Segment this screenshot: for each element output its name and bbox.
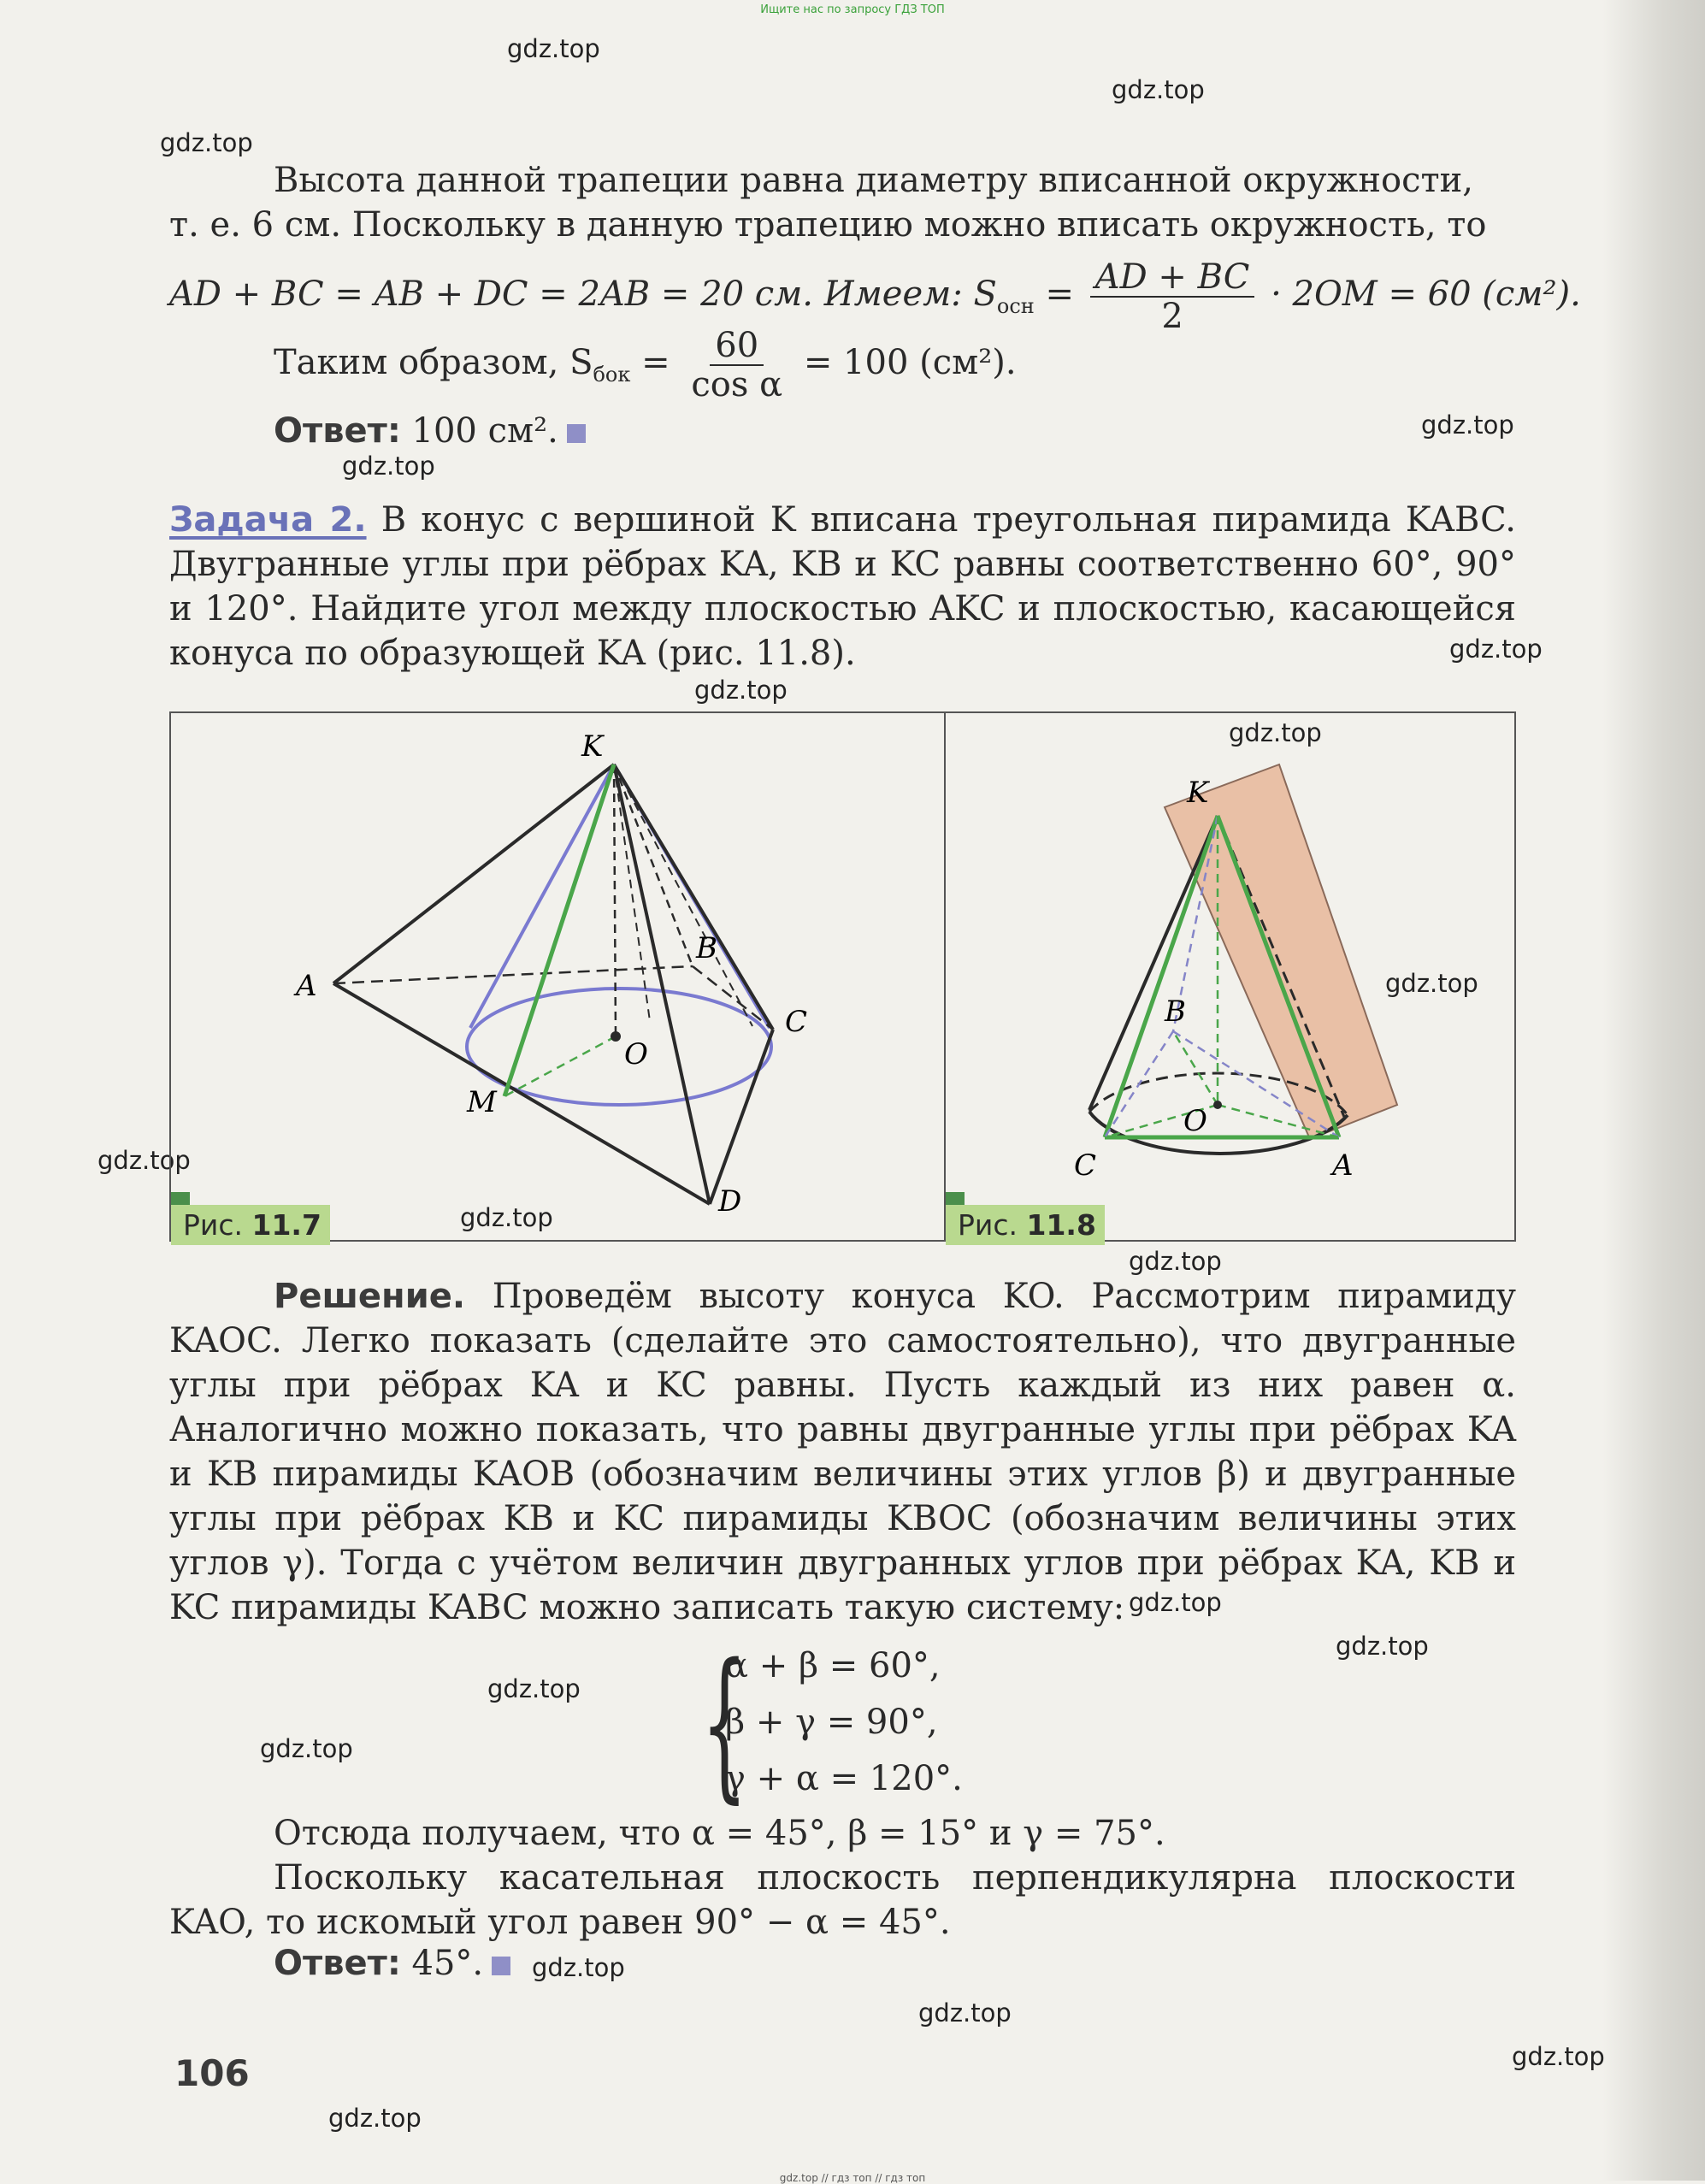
task2-text: В конус с вершиной K вписана треугольная пирамида KABC. Двугранные углы при рёбрах KA, KB и KC равны соответственно 60°, 90° и 120°. Найдите угол между плоскостью AKC и плоскостью, касающейся конуса по образующей KA (рис. 11.8). — [169, 500, 1516, 673]
solution2-conclusion: Поскольку касательная плоскость перпендикулярна плоскости KAO, то искомый угол равен 90° − α = 45°. — [169, 1858, 1516, 1942]
figures-panel — [169, 711, 1516, 1242]
fraction-60-cos: $\frac{60}{\text{cos α}}$ — [691, 326, 783, 404]
watermark: gdz.top — [918, 1998, 1012, 2028]
label-A: A — [1332, 1148, 1354, 1183]
watermark: gdz.top — [460, 1203, 553, 1232]
watermark: gdz.top — [1421, 410, 1514, 440]
figure-11-8 — [946, 713, 1514, 1240]
equation-3: γ + α = 120°. — [725, 1759, 963, 1798]
point-O — [611, 1031, 621, 1042]
task2-statement — [169, 498, 1516, 676]
answer1 — [274, 409, 958, 453]
solution1-line1: Высота данной трапеции равна диаметру вписанной окружности, — [274, 161, 1473, 200]
watermark: gdz.top — [1336, 1632, 1429, 1661]
edge-CD — [710, 1030, 773, 1204]
caption-fig-11-7: Рис. 11.7 — [171, 1205, 330, 1245]
solution1-line3: AD + BC = AB + DC = 2AB = 20 см. Имеем: $S_{осн}$ = $\frac{AD + BC}{2}$ · 2OM = 60 (см²). — [169, 257, 1581, 336]
label-K: K — [581, 729, 604, 764]
solution2-result: Отсюда получаем, что α = 45°, β = 15° и γ = 75°. — [274, 1814, 1165, 1853]
label-O: O — [624, 1037, 648, 1071]
watermark: gdz.top — [1112, 75, 1205, 104]
task2-title: Задача 2. — [169, 500, 367, 540]
label-M: M — [467, 1085, 497, 1119]
watermark: gdz.top — [1129, 1588, 1222, 1617]
label-O: O — [1183, 1104, 1207, 1138]
answer2 — [274, 1941, 958, 1986]
label-A: A — [296, 969, 317, 1003]
equation-system — [701, 1629, 963, 1818]
watermark: gdz.top — [160, 128, 253, 157]
edge-AD — [333, 983, 710, 1204]
figure-11-7 — [171, 713, 944, 1240]
equation-2: β + γ = 90°, — [725, 1703, 938, 1742]
watermark: gdz.top — [260, 1734, 353, 1763]
height-KO-dashed — [614, 764, 616, 1036]
end-square-icon — [492, 1957, 510, 1975]
brace-icon: { — [701, 1629, 748, 1818]
label-D: D — [718, 1184, 742, 1219]
watermark: gdz.top — [532, 1953, 625, 1982]
top-note: Ищите нас по запросу ГДЗ ТОП — [760, 3, 945, 16]
cone-generator-left — [1089, 816, 1218, 1110]
solution2-label: Решение. — [274, 1277, 466, 1316]
solution2-body: Проведём высоту конуса KO. Рассмотрим пирамиду KAOC. Легко показать (сделайте это самостоятельно), что двугранные углы при рёбрах KA и KC равны. Пусть каждый из них равен α. Аналогично можно показать, что равны двугранные углы при рёбрах KA и KB пирамиды KAOB (обозначим величины этих углов β) и двугранные углы при рёбрах KB и KC пирамиды KBOC (обозначим величины этих углов γ). Тогда с учётом величин двугранных углов при рёбрах KA, KB и KC пирамиды KABC можно записать такую систему: — [169, 1277, 1517, 1627]
label-B: B — [1165, 995, 1186, 1029]
answer1-value: 100 см². — [411, 411, 558, 451]
equation-1: α + β = 60°, — [725, 1646, 941, 1685]
watermark: gdz.top — [1512, 2042, 1605, 2071]
label-B: B — [696, 931, 717, 965]
watermark: gdz.top — [1129, 1247, 1222, 1276]
watermark: gdz.top — [487, 1674, 581, 1703]
page-edge-shadow — [1602, 0, 1705, 2181]
end-square-icon — [567, 424, 586, 443]
point-O — [1213, 1101, 1222, 1109]
watermark: gdz.top — [507, 34, 600, 63]
edge-KB-dashed — [614, 764, 693, 966]
edge-KC — [1105, 816, 1218, 1137]
watermark: gdz.top — [97, 1146, 191, 1175]
answer2-value: 45°. — [411, 1944, 484, 1983]
tangent-plane — [1165, 764, 1397, 1139]
solution1-line2: т. е. 6 см. Поскольку в данную трапецию можно вписать окружность, то — [169, 205, 1487, 245]
label-C: C — [785, 1005, 808, 1039]
bottom-note: gdz.top // гдз топ // гдз топ — [779, 2172, 926, 2184]
page-number: 106 — [174, 2052, 250, 2094]
label-C: C — [1074, 1148, 1097, 1183]
watermark: gdz.top — [342, 452, 435, 481]
caption-fig-11-8: Рис. 11.8 — [946, 1205, 1105, 1245]
watermark: gdz.top — [1229, 718, 1322, 747]
edge-AB-dashed — [333, 966, 693, 983]
watermark: gdz.top — [694, 676, 788, 705]
label-K: K — [1187, 776, 1209, 810]
fraction-ad-bc: $\frac{AD + BC}{2}$ — [1090, 258, 1255, 335]
solution1-line4: Таким образом, $S_{бок}$ = $\frac{60}{\text{cos α}}$ = 100 (см²). — [274, 326, 1017, 404]
answer1-label: Ответ: — [274, 411, 401, 451]
edge-KA — [333, 764, 614, 983]
edge-KD — [614, 764, 710, 1204]
answer2-label: Ответ: — [274, 1944, 401, 1983]
watermark: gdz.top — [328, 2104, 422, 2133]
solution2-text — [169, 1274, 1516, 1630]
watermark: gdz.top — [1385, 969, 1478, 998]
watermark: gdz.top — [1449, 635, 1543, 664]
